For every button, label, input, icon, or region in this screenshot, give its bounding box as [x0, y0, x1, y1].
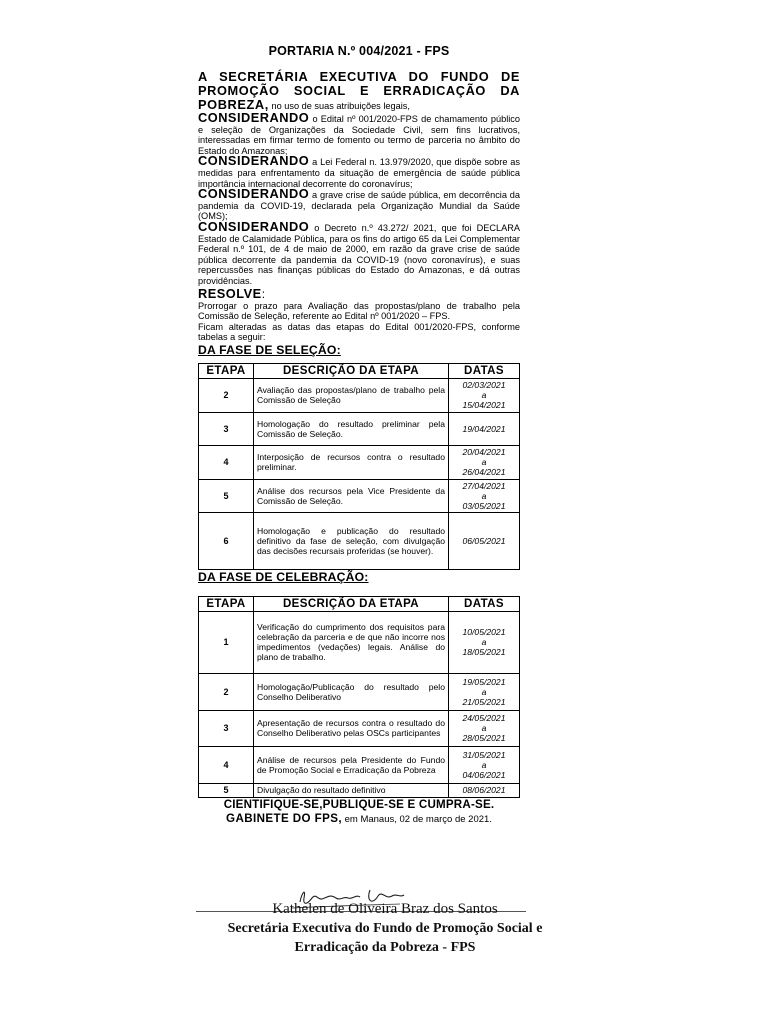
considerando-2	[198, 153, 520, 189]
etapa-cell: 6	[199, 512, 254, 569]
table-row	[199, 611, 520, 673]
data-fim: 15/04/2021	[462, 400, 506, 411]
etapa-cell: 4	[199, 746, 254, 783]
descricao-cell: Verificação do cumprimento dos requisitos para celebração da parceria e de que não incorre nos impedimentos (vedações) legais. Análise do plano de trabalho.	[254, 611, 449, 673]
etapa-cell: 2	[199, 378, 254, 412]
heading-tail: no uso de suas atribuições legais,	[268, 101, 410, 111]
datas-cell	[449, 746, 520, 783]
table-row	[199, 445, 520, 479]
etapa-cell: 1	[199, 611, 254, 673]
etapa-cell: 3	[199, 412, 254, 445]
data-fim: 26/04/2021	[462, 467, 506, 478]
table-row	[199, 479, 520, 512]
etapa-cell: 2	[199, 673, 254, 710]
considerando-label: CONSIDERANDO	[198, 186, 310, 202]
descricao-cell: Homologação do resultado preliminar pela Comissão de Seleção.	[254, 412, 449, 445]
heading-pobreza: POBREZA,	[198, 97, 269, 112]
datas-cell	[449, 783, 520, 797]
data-sep: a	[481, 390, 487, 401]
datas-cell	[449, 445, 520, 479]
signatory-name: Kathelen de Oliveira Braz dos Santos	[272, 901, 498, 917]
data-sep: a	[481, 759, 487, 770]
datas-cell	[449, 412, 520, 445]
gabinete-label: GABINETE DO FPS,	[226, 811, 342, 825]
data-inicio: 02/03/2021	[462, 380, 506, 391]
data-sep: a	[481, 457, 487, 468]
table-row	[199, 710, 520, 746]
etapa-cell: 5	[199, 783, 254, 797]
considerando-3	[198, 186, 520, 222]
resolve-colon: :	[261, 286, 266, 301]
col-descricao: DESCRIÇÃO DA ETAPA	[254, 596, 449, 611]
data-fim: 03/05/2021	[462, 500, 506, 511]
data-inicio: 06/05/2021	[462, 535, 506, 546]
data-inicio: 20/04/2021	[462, 447, 506, 458]
heading-line-2: PROMOÇÃO SOCIAL E ERRADICAÇÃO DA	[198, 83, 520, 98]
table-row	[199, 746, 520, 783]
datas-cell	[449, 710, 520, 746]
closing-line: CIENTIFIQUE-SE,PUBLIQUE-SE E CUMPRA-SE.	[223, 797, 495, 811]
data-inicio: 27/04/2021	[462, 480, 506, 491]
data-fim: 28/05/2021	[462, 733, 506, 744]
data-inicio: 31/05/2021	[462, 749, 506, 760]
table-row	[199, 378, 520, 412]
signatory-role-line-1: Secretária Executiva do Fundo de Promoção Social e	[227, 921, 543, 936]
selecao-section-title: DA FASE DE SELEÇÃO:	[198, 342, 341, 357]
descricao-cell: Análise dos recursos pela Vice Presidente da Comissão de Seleção.	[254, 479, 449, 512]
celebracao-section-title: DA FASE DE CELEBRAÇÃO:	[198, 569, 369, 584]
selecao-header-row	[199, 363, 520, 378]
considerando-1	[198, 110, 520, 156]
etapa-cell: 3	[199, 710, 254, 746]
considerando-label: CONSIDERANDO	[198, 218, 310, 234]
table-row	[199, 512, 520, 569]
data-sep: a	[481, 723, 487, 734]
descricao-cell: Divulgação do resultado definitivo	[254, 783, 449, 797]
document-title: PORTARIA N.º 004/2021 - FPS	[268, 44, 450, 58]
descricao-cell: Apresentação de recursos contra o resultado do Conselho Deliberativo pelas OSCs participantes	[254, 710, 449, 746]
descricao-cell: Análise de recursos pela Presidente do Fundo de Promoção Social e Erradicação da Pobreza	[254, 746, 449, 783]
datas-cell	[449, 479, 520, 512]
datas-cell	[449, 673, 520, 710]
alteracao-text: Ficam alteradas as datas das etapas do Edital 001/2020-FPS, conforme tabelas a seguir:	[198, 321, 520, 343]
descricao-cell: Homologação/Publicação do resultado pelo Conselho Deliberativo	[254, 673, 449, 710]
data-inicio: 10/05/2021	[462, 627, 506, 638]
considerando-4	[198, 218, 520, 287]
considerando-1-text: o Edital nº 001/2020-FPS de chamamento público e seleção de Organizações da Sociedade Civil, sem fins lucrativos, interessadas em firmar termo de fomento ou termo de parceria no âmbito do Estado do Amazonas;	[198, 114, 520, 156]
resolve-text: Prorrogar o prazo para Avaliação das propostas/plano de trabalho pela Comissão de Seleção, referente ao Edital nº 001/2020 – FPS.	[198, 300, 520, 322]
data-inicio: 19/04/2021	[462, 423, 506, 434]
signatory-role-line-2: Erradicação da Pobreza - FPS	[294, 940, 476, 955]
col-descricao: DESCRIÇÃO DA ETAPA	[254, 363, 449, 378]
signature-block	[0, 900, 770, 957]
col-etapa: ETAPA	[199, 596, 254, 611]
data-sep: a	[481, 637, 487, 648]
etapa-cell: 5	[199, 479, 254, 512]
table-row	[199, 673, 520, 710]
resolve-heading	[198, 287, 520, 301]
selecao-table	[198, 363, 520, 570]
considerando-4-text: o Decreto n.º 43.272/ 2021, que foi DECLARA Estado de Calamidade Pública, para os fins do artigo 65 da Lei Complementar Federal n.º 101, de 4 de maio de 2000, em razão da grave crise de saúde pública decorrente da pandemia da COVID-19 (novo coronavírus), e suas repercussões nas finanças públicas do Estado do Amazonas, e dá outras providências.	[198, 222, 520, 286]
descricao-cell: Avaliação das propostas/plano de trabalho pela Comissão de Seleção	[254, 378, 449, 412]
data-inicio: 19/05/2021	[462, 676, 506, 687]
col-etapa: ETAPA	[199, 363, 254, 378]
data-inicio: 24/05/2021	[462, 713, 506, 724]
descricao-cell: Homologação e publicação do resultado definitivo da fase de seleção, com divulgação das decisões recursais proferidas (se houver).	[254, 512, 449, 569]
datas-cell	[449, 378, 520, 412]
col-datas: DATAS	[449, 596, 520, 611]
celebracao-table	[198, 596, 520, 798]
col-datas: DATAS	[449, 363, 520, 378]
datas-cell	[449, 611, 520, 673]
heading-line-1: A SECRETÁRIA EXECUTIVA DO FUNDO DE	[198, 69, 520, 84]
table-row	[199, 783, 520, 797]
datas-cell	[449, 512, 520, 569]
data-fim: 18/05/2021	[462, 647, 506, 658]
place-date: em Manaus, 02 de março de 2021.	[341, 813, 492, 825]
data-fim: 21/05/2021	[462, 696, 506, 707]
data-sep: a	[481, 490, 487, 501]
data-fim: 04/06/2021	[462, 769, 506, 780]
resolve-label: RESOLVE	[198, 285, 262, 301]
considerando-label: CONSIDERANDO	[198, 110, 310, 125]
portaria-document	[198, 44, 520, 827]
etapa-cell: 4	[199, 445, 254, 479]
data-sep: a	[481, 686, 487, 697]
data-inicio: 08/06/2021	[462, 785, 506, 796]
considerando-3-text: a grave crise de saúde pública, em decorrência da pandemia da COVID-19, declarada pela Organização Mundial da Saúde (OMS);	[198, 190, 520, 222]
descricao-cell: Interposição de recursos contra o resultado preliminar.	[254, 445, 449, 479]
celebracao-header-row	[199, 596, 520, 611]
considerando-2-text: a Lei Federal n. 13.979/2020, que dispõe sobre as medidas para enfrentamento da situação de emergência de saúde pública importância internacional decorrente do coronavírus;	[198, 157, 520, 189]
gabinete-line	[198, 812, 520, 827]
considerando-label: CONSIDERANDO	[198, 153, 310, 169]
table-row	[199, 412, 520, 445]
